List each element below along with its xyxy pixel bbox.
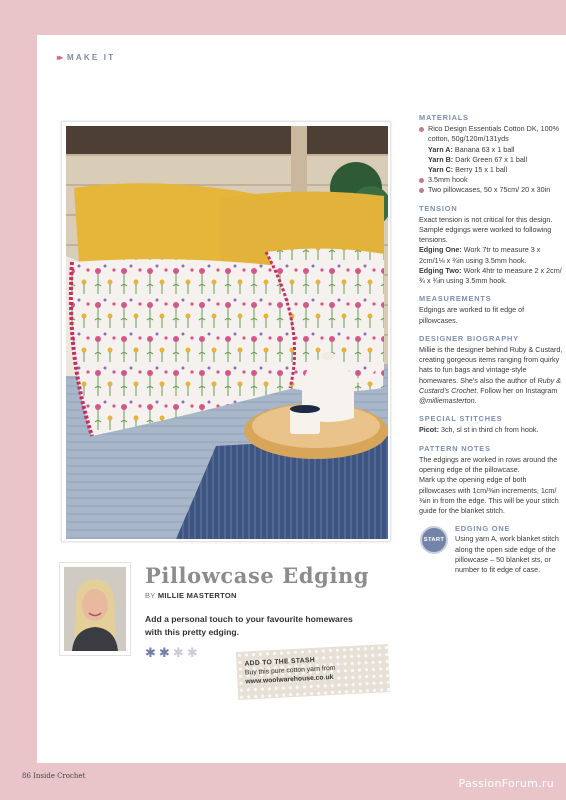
byline-prefix: BY [145,591,156,600]
yarn-a: Yarn A: Banana 63 x 1 ball [428,144,515,154]
special-stitches-heading: SPECIAL STITCHES [419,414,503,424]
pattern-notes-p1: The edgings are worked in rows around the opening edge of the pillowcase. [419,454,558,475]
stash-heading: ADD TO THE STASH [244,656,316,668]
intro-text: Add a personal touch to your favourite homewares with this pretty edging. [145,614,353,637]
materials-section [419,113,564,196]
section-label [57,53,115,62]
article-title: Pillowcase Edging [145,563,370,588]
picot-text: Picot: 3ch, sl st in third ch from hook. [419,425,539,435]
author-name: MILLIE MASTERTON [157,591,237,600]
sidebar [419,113,564,575]
difficulty-rating [145,646,198,659]
article-page [37,35,566,763]
yarn-c: Yarn C: Berry 15 x 1 ball [428,165,508,175]
page-footer: 86 Inside Crochet [22,772,86,780]
star-icon: ✱ [158,645,170,660]
materials-item: Two pillowcases, 50 x 75cm/ 20 x 30in [419,185,564,195]
stash-line: Buy this pure cotton yarn from [244,664,336,677]
tension-p1: Exact tension is not critical for this design. [419,214,553,224]
stash-url[interactable]: www.woolwarehouse.co.uk [245,673,334,686]
section-label-text: MAKE IT [67,53,116,62]
special-stitches-section [419,414,564,435]
materials-item: Rico Design Essentials Cotton DK, 100% cotton, 50g/120m/131yds [419,124,564,144]
biography-text: Millie is the designer behind Ruby & Custard, creating gorgeous items ranging from quirky hats to fun bags and vintage-style homewares. She's also the author of Ruby & Custard's Crochet. Follow her on Instagram @milliemasterton. [419,345,563,406]
main-photo-frame [61,121,391,542]
tension-edging-one: Edging One: Work 7tr to measure 3 x 2cm/1⅛ x ¾in using 3.5mm hook. [419,245,541,265]
byline [145,591,237,600]
author-avatar [64,567,126,651]
pattern-notes-section [419,444,564,516]
edging-one-heading: EDGING ONE [455,524,511,534]
yarn-b: Yarn B: Dark Green 67 x 1 ball [428,154,528,164]
materials-item: 3.5mm hook [419,175,564,185]
materials-heading: MATERIALS [419,113,469,122]
measurements-text: Edgings are worked to fit edge of pillowcases. [419,305,525,325]
edging-one-text: Using yarn A, work blanket stitch along the open side edge of the pillowcase – 50 blanket sts, or number to fit edge of case. [455,534,559,574]
author-photo-frame [59,562,131,656]
stash-box [236,644,390,700]
biography-heading: DESIGNER BIOGRAPHY [419,333,519,343]
pillowcase-photo [66,126,388,539]
measurements-section [419,294,564,326]
tension-heading: TENSION [419,203,458,213]
tension-edging-two: Edging Two: Work 4htr to measure 2 x 2cm/¾ x ¾in using 3.5mm hook. [419,265,562,286]
watermark: PassionForum.ru [458,777,554,790]
edging-one-section [419,524,564,575]
measurements-heading: MEASUREMENTS [419,294,492,304]
tension-p2: Sample edgings were worked to following tensions. [419,225,552,245]
tension-section [419,204,564,287]
start-badge-icon: START [420,526,448,554]
star-icon: ✱ [186,645,198,660]
pattern-notes-p2: Mark up the opening edge of both pillowcases with 1cm/⅜in increments, 1cm/⅜in in from the edge. This will be your stitch guide for the blanket stitch. [419,475,559,515]
star-icon: ✱ [172,645,184,660]
biography-section [419,334,564,406]
star-icon: ✱ [145,645,156,660]
pattern-notes-heading: PATTERN NOTES [419,443,491,453]
double-arrow-icon: ▸▸ [57,53,62,62]
